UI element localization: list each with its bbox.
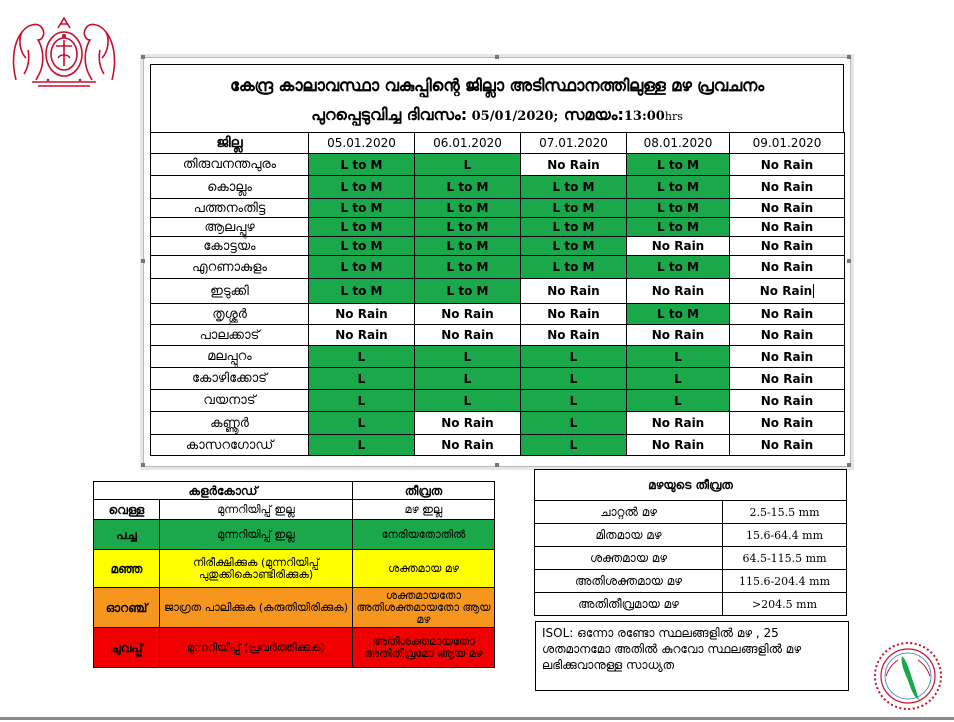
forecast-value: L to M <box>340 201 383 215</box>
forecast-value: L <box>357 349 366 364</box>
forecast-cell <box>627 346 730 368</box>
district-name: പത്തനംതിട്ട <box>151 199 309 218</box>
forecast-row <box>151 154 845 176</box>
forecast-value: L to M <box>552 180 595 194</box>
forecast-value: L <box>674 393 682 408</box>
forecast-value: L <box>569 393 578 408</box>
legend-color-name: ചുവപ്പ് <box>94 628 160 668</box>
forecast-cell <box>415 304 521 325</box>
forecast-cell <box>730 199 845 218</box>
district-name: കണ്ണൂർ <box>151 412 309 435</box>
forecast-value: No Rain <box>760 328 814 342</box>
forecast-cell <box>309 368 415 390</box>
intensity-range: 64.5-115.5 mm <box>723 547 847 570</box>
legend-header-row <box>94 482 495 500</box>
forecast-value: No Rain <box>335 328 388 342</box>
intensity-range: 115.6-204.4 mm <box>723 570 847 593</box>
forecast-cell <box>730 304 845 325</box>
forecast-value: L <box>569 349 578 364</box>
forecast-row <box>151 176 845 199</box>
forecast-value: L <box>357 393 366 408</box>
forecast-value: No Rain <box>760 349 814 364</box>
forecast-value: No Rain <box>760 416 814 430</box>
district-name: മലപ്പുറം <box>151 346 309 368</box>
forecast-row <box>151 218 845 237</box>
forecast-value: L to M <box>552 260 595 274</box>
forecast-cell <box>415 237 521 256</box>
legend-intensity: ശക്തമായ മഴ <box>353 550 495 588</box>
legend-meaning: മുന്നറിയിപ്പ് ഇല്ല <box>160 500 353 520</box>
kerala-map-logo-icon <box>872 640 944 712</box>
forecast-cell <box>627 435 730 456</box>
legend-color-name: ഓറഞ്ച് <box>94 588 160 628</box>
forecast-row <box>151 412 845 435</box>
forecast-value: No Rain <box>547 307 600 321</box>
intensity-label: മിതമായ മഴ <box>535 524 723 547</box>
forecast-cell <box>415 346 521 368</box>
forecast-row <box>151 256 845 279</box>
forecast-value: No Rain <box>760 157 814 172</box>
legend-row <box>94 628 495 668</box>
issue-info <box>151 105 843 125</box>
forecast-cell <box>730 412 845 435</box>
forecast-cell <box>415 390 521 412</box>
intensity-row <box>535 593 847 616</box>
forecast-value: L to M <box>552 239 595 253</box>
forecast-value: L to M <box>446 239 489 253</box>
district-name: തൃശ്ശൂർ <box>151 304 309 325</box>
forecast-value: L to M <box>446 260 489 274</box>
district-name: കോഴിക്കോട് <box>151 368 309 390</box>
forecast-cell <box>415 199 521 218</box>
forecast-row <box>151 304 845 325</box>
forecast-value: L to M <box>657 180 699 194</box>
resize-handle-top-left[interactable] <box>141 55 145 59</box>
intensity-row <box>535 570 847 593</box>
issue-date-label: പുറപ്പെടുവിച്ച ദിവസം: <box>311 105 468 124</box>
forecast-value: L <box>569 438 578 452</box>
district-name: എറണാകുളം <box>151 256 309 279</box>
legend-row <box>94 500 495 520</box>
district-name: ഇടുക്കി <box>151 279 309 304</box>
forecast-value: L <box>674 371 682 386</box>
forecast-value: L <box>463 371 472 386</box>
isol-note: ISOL: ഒന്നോ രണ്ടോ സ്ഥലങ്ങളിൽ മഴ , 25 ശതമാനമോ അതിൽ കുറവോ സ്ഥലങ്ങളിൽ മഴ ലഭിക്കുവാനുള്ള സാധ്യത <box>535 621 849 691</box>
forecast-value: No Rain <box>651 438 705 452</box>
forecast-cell <box>627 279 730 304</box>
resize-handle-bottom-left[interactable] <box>141 463 145 467</box>
intensity-range: 15.6-64.4 mm <box>723 524 847 547</box>
forecast-cell <box>415 279 521 304</box>
forecast-value: No Rain <box>760 239 814 253</box>
legend-intensity: അതിശക്തമായതോ അതിതീവ്രമോ ആയ മഴ <box>353 628 495 668</box>
forecast-cell <box>627 256 730 279</box>
intensity-label: അതിശക്തമായ മഴ <box>535 570 723 593</box>
forecast-cell <box>309 279 415 304</box>
forecast-value: L to M <box>657 260 699 274</box>
forecast-cell <box>309 435 415 456</box>
forecast-value: L <box>569 416 578 430</box>
legend-meaning: മുന്നറിയിപ്പ് ഇല്ല <box>160 520 353 550</box>
forecast-value: L <box>674 349 682 364</box>
forecast-cell <box>730 237 845 256</box>
forecast-value: No Rain <box>651 416 705 430</box>
intensity-header: മഴയുടെ തീവ്രത <box>535 470 847 501</box>
date-header: 05.01.2020 <box>309 133 415 154</box>
forecast-cell <box>309 199 415 218</box>
date-header: 07.01.2020 <box>521 133 627 154</box>
legend-intensity: മഴ ഇല്ല <box>353 500 495 520</box>
issue-time-unit: hrs <box>664 110 683 123</box>
forecast-cell <box>309 325 415 346</box>
forecast-cell <box>521 256 627 279</box>
intensity-label: ശക്തമായ മഴ <box>535 547 723 570</box>
forecast-row <box>151 279 845 304</box>
district-name: പാലക്കാട് <box>151 325 309 346</box>
forecast-cell <box>415 325 521 346</box>
resize-handle-top[interactable] <box>495 55 499 59</box>
forecast-cell <box>309 346 415 368</box>
forecast-cell <box>627 368 730 390</box>
forecast-cell <box>627 154 730 176</box>
forecast-value: L to M <box>340 220 383 234</box>
forecast-cell <box>309 176 415 199</box>
forecast-row <box>151 390 845 412</box>
forecast-cell <box>415 256 521 279</box>
forecast-cell <box>521 368 627 390</box>
forecast-cell <box>627 390 730 412</box>
forecast-value: No Rain <box>760 201 814 215</box>
forecast-value: No Rain <box>441 416 494 430</box>
forecast-cell <box>730 218 845 237</box>
forecast-cell <box>309 256 415 279</box>
forecast-header-row <box>151 133 845 154</box>
forecast-value: L to M <box>657 201 699 215</box>
forecast-cell <box>309 218 415 237</box>
resize-handle-left[interactable] <box>141 259 145 263</box>
page-title: കേന്ദ്ര കാലാവസ്ഥാ വകുപ്പിന്റെ ജില്ലാ അടിസ്ഥാനത്തിലുള്ള മഴ പ്രവചനം <box>230 76 764 95</box>
forecast-cell <box>730 154 845 176</box>
forecast-value: L <box>569 371 578 386</box>
forecast-value: L to M <box>340 239 383 253</box>
intensity-range: >204.5 mm <box>723 593 847 616</box>
forecast-value: No Rain <box>547 284 600 298</box>
intensity-row <box>535 524 847 547</box>
forecast-cell <box>730 390 845 412</box>
forecast-cell <box>415 176 521 199</box>
district-name: വയനാട് <box>151 390 309 412</box>
forecast-value: L to M <box>340 284 383 298</box>
district-name: കോട്ടയം <box>151 237 309 256</box>
forecast-title-box <box>150 64 844 132</box>
forecast-row <box>151 199 845 218</box>
forecast-cell <box>309 154 415 176</box>
forecast-cell <box>415 154 521 176</box>
forecast-value: No Rain <box>441 307 494 321</box>
forecast-value: No Rain <box>651 328 705 342</box>
date-header: 08.01.2020 <box>627 133 730 154</box>
date-header: 09.01.2020 <box>730 133 845 154</box>
date-header: 06.01.2020 <box>415 133 521 154</box>
issue-time-label: സമയം: <box>558 105 624 124</box>
text-cursor <box>813 284 814 298</box>
forecast-cell <box>521 412 627 435</box>
forecast-cell <box>730 435 845 456</box>
forecast-value: L to M <box>340 180 383 194</box>
forecast-value: No Rain <box>547 328 600 342</box>
forecast-cell <box>730 279 845 304</box>
legend-color-name: പച്ച <box>94 520 160 550</box>
legend-row <box>94 520 495 550</box>
forecast-cell <box>627 199 730 218</box>
legend-row <box>94 588 495 628</box>
forecast-cell <box>730 346 845 368</box>
color-legend-table <box>93 481 495 668</box>
issue-time: 13:00 <box>623 109 665 124</box>
forecast-value: No Rain <box>547 157 600 172</box>
forecast-cell <box>521 346 627 368</box>
forecast-value: No Rain <box>760 220 814 234</box>
forecast-cell <box>415 218 521 237</box>
resize-handle-bottom-right[interactable] <box>847 463 851 467</box>
resize-handle-bottom[interactable] <box>495 463 499 467</box>
forecast-row <box>151 435 845 456</box>
district-name: ആലപ്പുഴ <box>151 218 309 237</box>
forecast-cell <box>521 390 627 412</box>
forecast-value: No Rain <box>760 438 814 452</box>
forecast-cell <box>309 237 415 256</box>
forecast-cell <box>730 325 845 346</box>
intensity-row <box>535 547 847 570</box>
forecast-cell <box>521 304 627 325</box>
forecast-value: No Rain <box>760 371 814 386</box>
forecast-row <box>151 325 845 346</box>
forecast-value: No Rain <box>760 260 814 274</box>
district-header: ജില്ല <box>151 133 309 154</box>
legend-meaning: നിരീക്ഷിക്കുക (മുന്നറിയിപ്പ് പുതുക്കികൊണ്ടിരിക്കുക) <box>160 550 353 588</box>
forecast-cell <box>730 176 845 199</box>
forecast-value: No Rain <box>441 438 494 452</box>
legend-color-name: വെള്ള <box>94 500 160 520</box>
forecast-value: No Rain <box>651 284 705 298</box>
intensity-range: 2.5-15.5 mm <box>723 501 847 524</box>
forecast-value: L to M <box>552 220 595 234</box>
forecast-value: L <box>357 371 366 386</box>
legend-meaning: മുന്നറിയിപ്പ് (പ്രവർത്തിക്കുക) <box>160 628 353 668</box>
forecast-value: L to M <box>657 307 699 321</box>
forecast-row <box>151 368 845 390</box>
forecast-cell <box>730 256 845 279</box>
forecast-cell <box>627 237 730 256</box>
kerala-emblem-icon <box>8 10 120 90</box>
bottom-divider <box>0 717 954 720</box>
forecast-value: L to M <box>657 220 699 234</box>
district-name: കൊല്ലം <box>151 176 309 199</box>
district-name: തിരുവനന്തപുരം <box>151 154 309 176</box>
forecast-value: L <box>463 157 472 172</box>
forecast-cell <box>521 199 627 218</box>
intensity-label: ചാറ്റൽ മഴ <box>535 501 723 524</box>
forecast-cell <box>627 412 730 435</box>
forecast-row <box>151 237 845 256</box>
legend-intensity: ശക്തമായതോ അതിശക്തമായതോ ആയ മഴ <box>353 588 495 628</box>
forecast-cell <box>627 325 730 346</box>
forecast-cell <box>627 176 730 199</box>
forecast-cell <box>627 218 730 237</box>
forecast-cell <box>415 435 521 456</box>
legend-intensity-header: തീവ്രത <box>353 482 495 500</box>
forecast-cell <box>309 412 415 435</box>
forecast-cell <box>521 218 627 237</box>
forecast-cell <box>415 368 521 390</box>
forecast-cell <box>521 325 627 346</box>
forecast-cell <box>730 368 845 390</box>
forecast-value: No Rain <box>335 307 388 321</box>
intensity-label: അതിതീവ്രമായ മഴ <box>535 593 723 616</box>
district-name: കാസറഗോഡ് <box>151 435 309 456</box>
forecast-value: L to M <box>446 220 489 234</box>
forecast-cell <box>309 304 415 325</box>
forecast-cell <box>627 304 730 325</box>
resize-handle-right[interactable] <box>847 259 851 263</box>
forecast-value: L to M <box>446 180 489 194</box>
intensity-row <box>535 501 847 524</box>
legend-meaning: ജാഗ്രത പാലിക്കുക (കരുതിയിരിക്കുക) <box>160 588 353 628</box>
forecast-cell <box>521 279 627 304</box>
forecast-cell <box>309 390 415 412</box>
forecast-cell <box>521 176 627 199</box>
forecast-cell <box>521 237 627 256</box>
forecast-cell <box>415 412 521 435</box>
forecast-table <box>150 132 845 456</box>
forecast-value: L <box>463 349 472 364</box>
intensity-header-row <box>535 470 847 501</box>
forecast-value: No Rain <box>759 283 813 298</box>
forecast-value: No Rain <box>760 393 814 408</box>
legend-intensity: നേരിയതോതിൽ <box>353 520 495 550</box>
rain-intensity-table <box>534 469 847 616</box>
resize-handle-top-right[interactable] <box>847 55 851 59</box>
forecast-value: No Rain <box>760 307 814 321</box>
forecast-value: L to M <box>446 201 489 215</box>
forecast-value: L <box>357 416 366 430</box>
forecast-value: L to M <box>657 157 699 172</box>
forecast-value: L to M <box>340 260 383 274</box>
forecast-value: No Rain <box>441 328 494 342</box>
forecast-row <box>151 346 845 368</box>
forecast-value: No Rain <box>760 180 814 194</box>
legend-row <box>94 550 495 588</box>
forecast-value: No Rain <box>651 239 705 253</box>
issue-date: 05/01/2020; <box>467 109 559 124</box>
forecast-cell <box>521 435 627 456</box>
legend-colorcode-header: കളർകോഡ് <box>94 482 353 500</box>
forecast-cell <box>521 154 627 176</box>
forecast-value: L to M <box>552 201 595 215</box>
forecast-value: L to M <box>340 157 383 172</box>
forecast-value: L to M <box>446 284 489 298</box>
forecast-value: L <box>463 393 472 408</box>
forecast-value: L <box>357 438 366 452</box>
legend-color-name: മഞ്ഞ <box>94 550 160 588</box>
